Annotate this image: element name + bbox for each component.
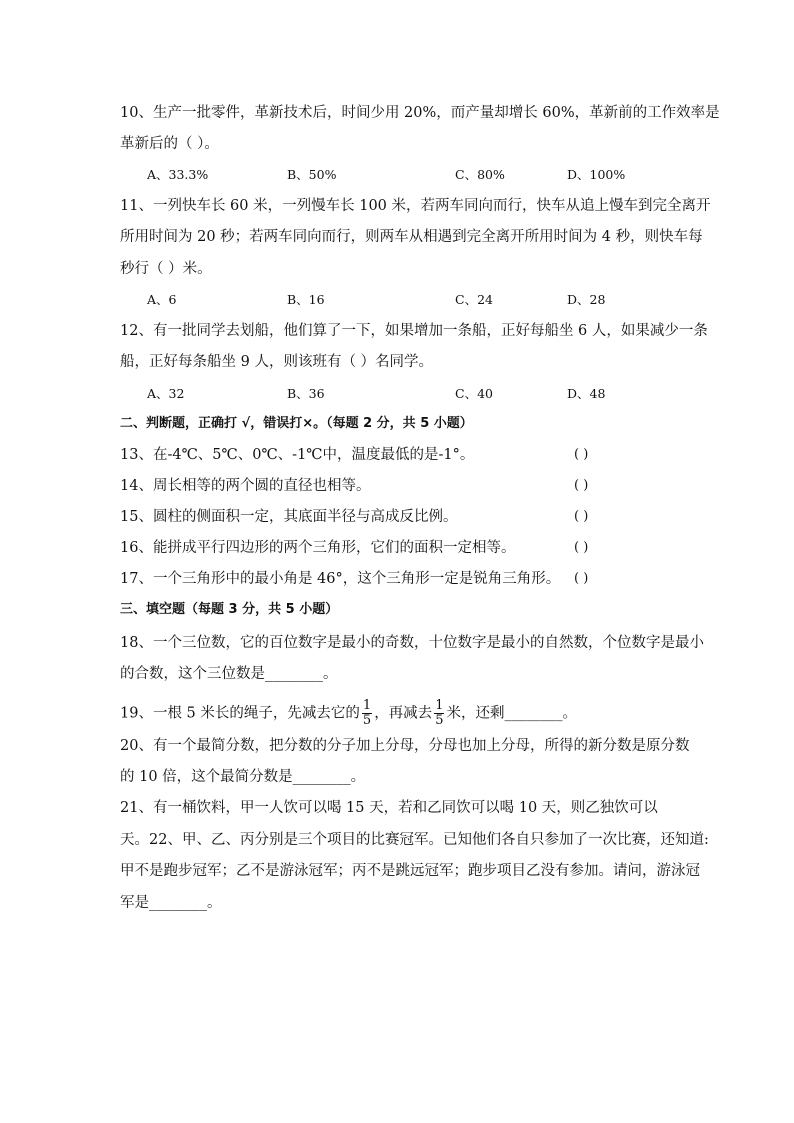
q10-option-d: D、100% bbox=[567, 167, 626, 182]
q12-option-c: C、40 bbox=[455, 386, 493, 401]
q19-line bbox=[120, 699, 577, 728]
q19-fraction-2-denominator: 5 bbox=[435, 713, 444, 728]
q12-option-b: B、36 bbox=[287, 386, 325, 401]
q22-line3: 甲不是跑步冠军；乙不是游泳冠军；丙不是跳远冠军；跑步项目乙没有参加。请问，游泳冠 bbox=[120, 863, 700, 879]
q22-line4: 军是________。 bbox=[120, 895, 222, 911]
q12-option-d: D、48 bbox=[567, 386, 606, 401]
q16-text: 16、能拼成平行四边形的两个三角形，它们的面积一定相等。 bbox=[120, 540, 516, 556]
q11-option-b: B、16 bbox=[287, 292, 325, 307]
section2-heading: 二、判断题，正确打 √，错误打×。（每题 2 分，共 5 小题） bbox=[120, 416, 473, 431]
q15-text: 15、圆柱的侧面积一定，其底面半径与高成反比例。 bbox=[120, 509, 458, 525]
q10-option-c: C、80% bbox=[455, 167, 505, 182]
q10-option-a: A、33.3% bbox=[147, 167, 209, 182]
q11-option-a: A、6 bbox=[147, 292, 177, 307]
q13-text: 13、在-4℃、5℃、0℃、-1℃中，温度最低的是-1°。 bbox=[120, 447, 475, 463]
q17-answer-parens: ( ) bbox=[574, 571, 589, 586]
q11-line2: 所用时间为 20 秒；若两车同向而行，则两车从相遇到完全离开所用时间为 4 秒，则快车每 bbox=[120, 229, 703, 245]
q20-line2: 的 10 倍，这个最简分数是________。 bbox=[120, 769, 366, 785]
q13-answer-parens: ( ) bbox=[574, 447, 589, 462]
q17-text: 17、一个三角形中的最小角是 46°，这个三角形一定是锐角三角形。 bbox=[120, 571, 561, 587]
q12-option-a: A、32 bbox=[147, 386, 185, 401]
q11-line1: 11、一列快车长 60 米，一列慢车长 100 米，若两车同向而行，快车从追上慢车到完全离开 bbox=[120, 198, 711, 214]
q14-text: 14、周长相等的两个圆的直径也相等。 bbox=[120, 478, 371, 494]
q19-text-c: 米，还剩________。 bbox=[446, 705, 577, 722]
q19-fraction-1-numerator: 1 bbox=[362, 698, 372, 713]
q11-option-d: D、28 bbox=[567, 292, 606, 307]
q19-text-b: ，再减去 bbox=[374, 705, 433, 722]
q11-option-c: C、24 bbox=[455, 292, 493, 307]
q19-fraction-1-denominator: 5 bbox=[362, 713, 372, 728]
q19-fraction-2-numerator: 1 bbox=[435, 698, 444, 713]
q19-text-a: 19、一根 5 米长的绳子，先减去它的 bbox=[120, 705, 360, 722]
q14-answer-parens: ( ) bbox=[574, 478, 589, 493]
q20-line1: 20、有一个最简分数，把分数的分子加上分母，分母也加上分母，所得的新分数是原分数 bbox=[120, 738, 690, 754]
q19-fraction-2 bbox=[434, 699, 444, 728]
q10-line2: 革新后的（ ）。 bbox=[120, 136, 219, 152]
q19-fraction-1 bbox=[362, 699, 372, 728]
q11-line3: 秒行（ ）米。 bbox=[120, 261, 212, 277]
q10-option-b: B、50% bbox=[287, 167, 337, 182]
q21-line2: 天。22、甲、乙、丙分别是三个项目的比赛冠军。已知他们各自只参加了一次比赛，还知道: bbox=[120, 832, 709, 848]
section3-heading: 三、填空题（每题 3 分，共 5 小题） bbox=[120, 602, 339, 617]
q16-answer-parens: ( ) bbox=[574, 540, 589, 555]
q18-line2: 的合数，这个三位数是________。 bbox=[120, 666, 338, 682]
q18-line1: 18、一个三位数，它的百位数字是最小的奇数，十位数字是最小的自然数，个位数字是最小 bbox=[120, 635, 704, 651]
q12-line2: 船，正好每条船坐 9 人，则该班有（ ）名同学。 bbox=[120, 354, 434, 370]
q15-answer-parens: ( ) bbox=[574, 509, 589, 524]
q10-line1: 10、生产一批零件，革新技术后，时间少用 20%，而产量却增长 60%，革新前的工作效率是 bbox=[120, 105, 720, 121]
q12-line1: 12、有一批同学去划船，他们算了一下，如果增加一条船，正好每船坐 6 人，如果减少一条 bbox=[120, 323, 708, 339]
q21-line1: 21、有一桶饮料，甲一人饮可以喝 15 天，若和乙同饮可以喝 10 天，则乙独饮可以 bbox=[120, 800, 658, 816]
